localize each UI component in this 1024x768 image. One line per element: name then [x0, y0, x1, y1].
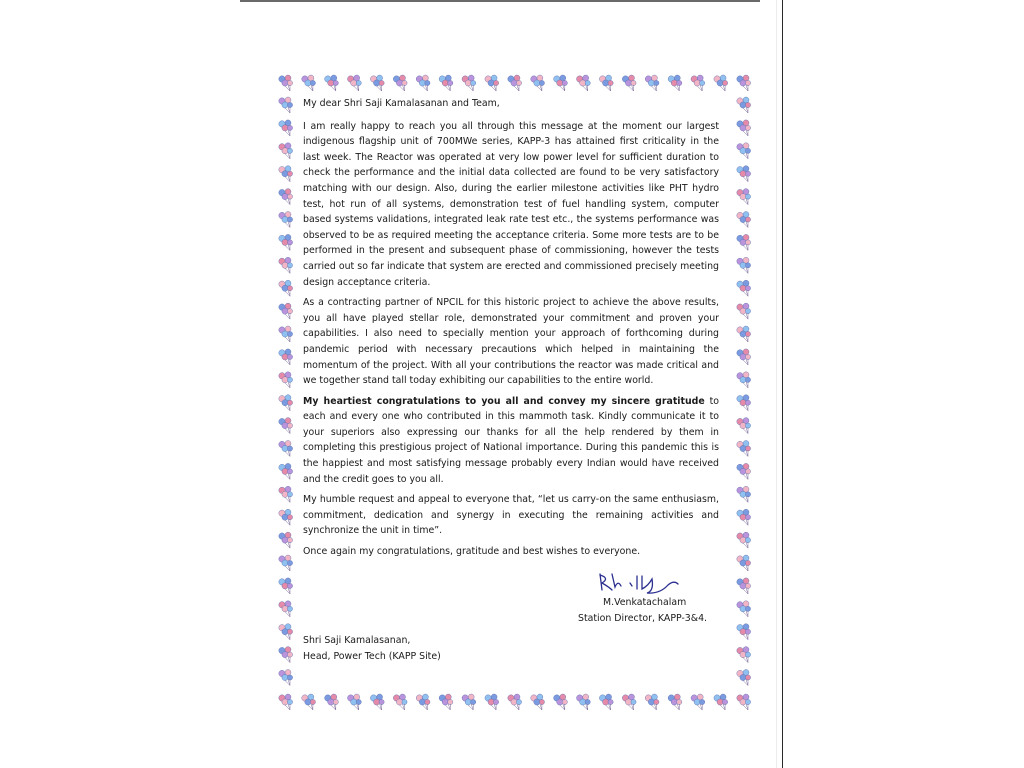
balloon-bunch-icon — [737, 280, 751, 296]
balloon-bunch-icon — [737, 257, 751, 273]
balloon-bunch-icon — [645, 694, 659, 710]
addressee-block — [303, 633, 441, 665]
balloon-bunch-icon — [599, 75, 613, 91]
balloon-bunch-icon — [462, 694, 476, 710]
paragraph-3-rest: to each and every one who contributed in this mammoth task. Kindly communicate it to your superiors also expressing our thanks for all the help rendered by them in completing this prestigious project of National importance. During this pandemic this is the happiest and most satisfying message probably every Indian would have received and the credit goes to you all. — [303, 395, 719, 485]
balloon-bunch-icon — [325, 75, 339, 91]
balloon-bunch-icon — [737, 349, 751, 365]
balloon-bunch-icon — [645, 75, 659, 91]
balloon-bunch-icon — [279, 120, 293, 136]
greeting: My dear Shri Saji Kamalasanan and Team, — [303, 98, 500, 109]
balloon-bunch-icon — [416, 75, 430, 91]
balloon-bunch-icon — [279, 532, 293, 548]
balloon-bunch-icon — [485, 694, 499, 710]
balloon-bunch-icon — [714, 694, 728, 710]
paragraph-3 — [303, 394, 719, 488]
balloon-bunch-icon — [622, 694, 636, 710]
balloon-bunch-icon — [279, 509, 293, 525]
balloon-bunch-icon — [554, 694, 568, 710]
balloon-bunch-icon — [439, 694, 453, 710]
balloon-bunch-icon — [279, 166, 293, 182]
balloon-bunch-icon — [279, 395, 293, 411]
balloon-bunch-icon — [737, 670, 751, 686]
balloon-bunch-icon — [737, 166, 751, 182]
balloon-bunch-icon — [279, 578, 293, 594]
balloon-bunch-icon — [737, 418, 751, 434]
balloon-bunch-icon — [279, 463, 293, 479]
balloon-bunch-icon — [531, 694, 545, 710]
paragraph-4: My humble request and appeal to everyone that, “let us carry-on the same enthusiasm, commitment, dedication and synergy in executing the remaining activities and synchronize the unit in time”. — [303, 494, 719, 537]
balloon-bunch-icon — [439, 75, 453, 91]
balloon-bunch-icon — [737, 143, 751, 159]
closing-line: Once again my congratulations, gratitude and best wishes to everyone. — [303, 546, 641, 558]
balloon-bunch-icon — [737, 234, 751, 250]
letter-body — [303, 96, 719, 565]
balloon-bunch-icon — [279, 189, 293, 205]
balloon-bunch-icon — [302, 694, 316, 710]
paragraph-2: As a contracting partner of NPCIL for this historic project to achieve the above results, you all have played stellar role, demonstrated your commitment and proven your capabilities. I also need to specially mention your approach of forthcoming during pandemic period with necessary precautions which helped in maintaining the momentum of the project. With all your contributions the reactor was made critical and we together stand tall today exhibiting our capabilities to the entire world. — [303, 297, 719, 387]
balloon-bunch-icon — [279, 303, 293, 319]
congratulations-emphasis: My heartiest congratulations to you all and convey my sincere gratitude — [303, 395, 705, 407]
balloon-bunch-icon — [508, 75, 522, 91]
balloon-bunch-icon — [737, 601, 751, 617]
balloon-bunch-icon — [279, 624, 293, 640]
balloon-bunch-icon — [279, 280, 293, 296]
balloon-bunch-icon — [393, 694, 407, 710]
balloon-bunch-icon — [370, 75, 384, 91]
addressee-name: Shri Saji Kamalasanan, — [303, 635, 411, 646]
balloon-bunch-icon — [279, 349, 293, 365]
balloon-bunch-icon — [302, 75, 316, 91]
balloon-bunch-icon — [279, 418, 293, 434]
balloon-bunch-icon — [348, 75, 362, 91]
paragraph-1: I am really happy to reach you all through this message at the moment our largest indigenous flagship unit of 700MWe series, KAPP-3 has attained first criticality in the last week. The Reactor was operated at very low power level for sufficient duration to check the performance and the initial data collected are found to be very satisfactory matching with our design. Also, during the earlier milestone activities like PHT hydro test, hot run of all systems, demonstration test of fuel handling system, computer based systems validations, integrated leak rate test etc., the systems performance was observed to be as required meeting the acceptance criteria. Some more tests are to be performed in the present and subsequent phase of commissioning, however the tests carried out so far indicate that system are erected and commissioned precisely meeting design acceptance criteria. — [303, 120, 719, 288]
balloon-bunch-icon — [279, 75, 293, 91]
balloon-bunch-icon — [737, 372, 751, 388]
balloon-bunch-icon — [531, 75, 545, 91]
balloon-bunch-icon — [737, 212, 751, 228]
balloon-bunch-icon — [599, 694, 613, 710]
balloon-bunch-icon — [348, 694, 362, 710]
balloon-bunch-icon — [737, 441, 751, 457]
balloon-bunch-icon — [279, 694, 293, 710]
balloon-bunch-icon — [737, 647, 751, 663]
balloon-bunch-icon — [737, 509, 751, 525]
addressee-designation: Head, Power Tech (KAPP Site) — [303, 651, 441, 662]
balloon-bunch-icon — [508, 694, 522, 710]
balloon-bunch-icon — [737, 624, 751, 640]
balloon-bunch-icon — [737, 120, 751, 136]
balloon-bunch-icon — [737, 463, 751, 479]
balloon-bunch-icon — [393, 75, 407, 91]
signatory-title: Station Director, KAPP-3&4. — [578, 613, 708, 624]
balloon-bunch-icon — [668, 694, 682, 710]
balloon-bunch-icon — [279, 97, 293, 113]
balloon-bunch-icon — [554, 75, 568, 91]
balloon-bunch-icon — [416, 694, 430, 710]
balloon-bunch-icon — [279, 647, 293, 663]
balloon-bunch-icon — [737, 97, 751, 113]
balloon-bunch-icon — [370, 694, 384, 710]
balloon-bunch-icon — [279, 234, 293, 250]
signatory-name: M.Venkatachalam — [603, 597, 687, 608]
balloon-bunch-icon — [668, 75, 682, 91]
balloon-bunch-icon — [279, 143, 293, 159]
balloon-bunch-icon — [485, 75, 499, 91]
balloon-bunch-icon — [737, 486, 751, 502]
balloon-bunch-icon — [577, 75, 591, 91]
handwritten-signature — [596, 570, 680, 596]
balloon-bunch-icon — [737, 555, 751, 571]
balloon-bunch-icon — [737, 189, 751, 205]
balloon-bunch-icon — [577, 694, 591, 710]
balloon-bunch-icon — [279, 670, 293, 686]
balloon-bunch-icon — [279, 212, 293, 228]
balloon-bunch-icon — [279, 486, 293, 502]
balloon-bunch-icon — [737, 532, 751, 548]
balloon-bunch-icon — [737, 303, 751, 319]
balloon-bunch-icon — [279, 326, 293, 342]
balloon-bunch-icon — [325, 694, 339, 710]
balloon-bunch-icon — [279, 257, 293, 273]
balloon-bunch-icon — [691, 694, 705, 710]
balloon-bunch-icon — [279, 372, 293, 388]
balloon-bunch-icon — [462, 75, 476, 91]
balloon-bunch-icon — [279, 601, 293, 617]
balloon-bunch-icon — [691, 75, 705, 91]
balloon-bunch-icon — [737, 395, 751, 411]
balloon-bunch-icon — [737, 75, 751, 91]
balloon-bunch-icon — [714, 75, 728, 91]
balloon-bunch-icon — [737, 578, 751, 594]
balloon-bunch-icon — [279, 441, 293, 457]
balloon-bunch-icon — [622, 75, 636, 91]
balloon-bunch-icon — [279, 555, 293, 571]
balloon-bunch-icon — [737, 694, 751, 710]
balloon-bunch-icon — [737, 326, 751, 342]
